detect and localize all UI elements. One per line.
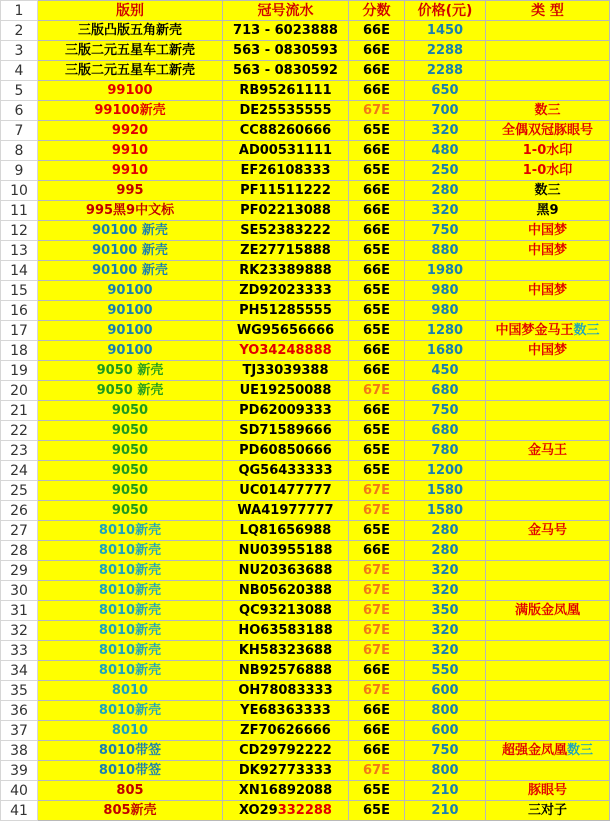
cell-type[interactable] <box>486 461 610 481</box>
cell-price[interactable]: 280 <box>405 181 486 201</box>
cell-serial[interactable]: RB95261111 <box>223 81 349 101</box>
cell-serial[interactable]: XN16892088 <box>223 781 349 801</box>
cell-score[interactable]: 65E <box>349 161 405 181</box>
row-number[interactable]: 16 <box>1 301 38 321</box>
cell-score[interactable]: 66E <box>349 41 405 61</box>
cell-score[interactable]: 65E <box>349 461 405 481</box>
cell-version[interactable]: 8010新壳 <box>38 661 223 681</box>
cell-price[interactable]: 210 <box>405 801 486 821</box>
cell-type[interactable]: 1-0水印 <box>486 161 610 181</box>
cell-serial[interactable]: HO63583188 <box>223 621 349 641</box>
cell-type[interactable] <box>486 661 610 681</box>
cell-price[interactable]: 880 <box>405 241 486 261</box>
table-row <box>1 741 610 761</box>
cell-version[interactable]: 9920 <box>38 121 223 141</box>
cell-score[interactable]: 65E <box>349 281 405 301</box>
cell-score[interactable]: 66E <box>349 181 405 201</box>
cell-type[interactable] <box>486 41 610 61</box>
table-row <box>1 561 610 581</box>
cell-score[interactable]: 66E <box>349 141 405 161</box>
row-number[interactable]: 23 <box>1 441 38 461</box>
row-number[interactable]: 3 <box>1 41 38 61</box>
table-row <box>1 581 610 601</box>
row-number[interactable]: 36 <box>1 701 38 721</box>
cell-version[interactable]: 805 <box>38 781 223 801</box>
cell-score[interactable]: 65E <box>349 521 405 541</box>
cell-price[interactable]: 680 <box>405 421 486 441</box>
cell-price[interactable]: 1450 <box>405 21 486 41</box>
cell-version[interactable]: 90100 新壳 <box>38 261 223 281</box>
cell-type[interactable] <box>486 701 610 721</box>
cell-score[interactable]: 66E <box>349 721 405 741</box>
table-row <box>1 381 610 401</box>
cell-type[interactable] <box>486 81 610 101</box>
cell-price[interactable]: 1280 <box>405 321 486 341</box>
cell-serial[interactable]: OH78083333 <box>223 681 349 701</box>
cell-type[interactable] <box>486 321 610 341</box>
cell-version[interactable]: 8010新壳 <box>38 601 223 621</box>
cell-type[interactable]: 中国梦 <box>486 281 610 301</box>
cell-serial[interactable]: ZE27715888 <box>223 241 349 261</box>
cell-type[interactable]: 中国梦 <box>486 221 610 241</box>
cell-price[interactable]: 980 <box>405 301 486 321</box>
cell-price[interactable]: 280 <box>405 541 486 561</box>
row-number[interactable]: 9 <box>1 161 38 181</box>
cell-version[interactable]: 9050 <box>38 481 223 501</box>
cell-price[interactable]: 2288 <box>405 61 486 81</box>
cell-price[interactable]: 350 <box>405 601 486 621</box>
cell-score[interactable]: 65E <box>349 121 405 141</box>
row-number[interactable]: 22 <box>1 421 38 441</box>
table-row <box>1 221 610 241</box>
table-row <box>1 541 610 561</box>
cell-type[interactable]: 豚眼号 <box>486 781 610 801</box>
cell-type[interactable] <box>486 681 610 701</box>
cell-price[interactable]: 1980 <box>405 261 486 281</box>
cell-score[interactable]: 66E <box>349 541 405 561</box>
cell-type[interactable] <box>486 261 610 281</box>
row-number[interactable]: 32 <box>1 621 38 641</box>
cell-version[interactable]: 90100 新壳 <box>38 221 223 241</box>
cell-score[interactable]: 66E <box>349 221 405 241</box>
table-row <box>1 161 610 181</box>
cell-type[interactable]: 满版金凤凰 <box>486 601 610 621</box>
cell-text-part: 332288 <box>277 802 332 818</box>
cell-score[interactable]: 65E <box>349 301 405 321</box>
cell-type[interactable]: 中国梦 <box>486 341 610 361</box>
table-row <box>1 481 610 501</box>
cell-version[interactable]: 995黑9中文标 <box>38 201 223 221</box>
cell-serial[interactable]: CD29792222 <box>223 741 349 761</box>
cell-score[interactable]: 67E <box>349 381 405 401</box>
table-row <box>1 281 610 301</box>
cell-serial[interactable]: WA41977777 <box>223 501 349 521</box>
cell-type[interactable]: 中国梦 <box>486 241 610 261</box>
cell-score[interactable]: 67E <box>349 641 405 661</box>
cell-score[interactable]: 66E <box>349 401 405 421</box>
cell-type[interactable] <box>486 421 610 441</box>
cell-type[interactable] <box>486 561 610 581</box>
table-row <box>1 181 610 201</box>
cell-version[interactable]: 90100 新壳 <box>38 241 223 261</box>
table-row <box>1 361 610 381</box>
cell-serial[interactable]: QC93213088 <box>223 601 349 621</box>
cell-serial[interactable]: NU03955188 <box>223 541 349 561</box>
row-number[interactable]: 10 <box>1 181 38 201</box>
row-number[interactable]: 34 <box>1 661 38 681</box>
cell-price[interactable]: 250 <box>405 161 486 181</box>
cell-version[interactable]: 90100 <box>38 321 223 341</box>
cell-price[interactable]: 780 <box>405 441 486 461</box>
row-number[interactable]: 20 <box>1 381 38 401</box>
cell-score[interactable]: 65E <box>349 321 405 341</box>
cell-serial[interactable]: KH58323688 <box>223 641 349 661</box>
cell-serial[interactable]: NU20363688 <box>223 561 349 581</box>
row-number[interactable]: 38 <box>1 741 38 761</box>
cell-serial[interactable]: TJ33039388 <box>223 361 349 381</box>
cell-version[interactable]: 8010新壳 <box>38 641 223 661</box>
row-number[interactable]: 31 <box>1 601 38 621</box>
table-row <box>1 101 610 121</box>
cell-score[interactable]: 66E <box>349 61 405 81</box>
cell-serial[interactable] <box>223 801 349 821</box>
row-number[interactable]: 6 <box>1 101 38 121</box>
row-number[interactable]: 39 <box>1 761 38 781</box>
cell-score[interactable]: 66E <box>349 341 405 361</box>
cell-price[interactable]: 320 <box>405 201 486 221</box>
header-cell-price[interactable]: 价格(元) <box>405 1 486 21</box>
header-cell-version[interactable]: 版别 <box>38 1 223 21</box>
row-number[interactable]: 35 <box>1 681 38 701</box>
cell-serial[interactable]: AD00531111 <box>223 141 349 161</box>
row-number[interactable]: 8 <box>1 141 38 161</box>
cell-serial[interactable]: SE52383222 <box>223 221 349 241</box>
cell-score[interactable]: 66E <box>349 261 405 281</box>
cell-serial[interactable]: SD71589666 <box>223 421 349 441</box>
table-row <box>1 321 610 341</box>
row-number[interactable]: 4 <box>1 61 38 81</box>
cell-score[interactable]: 67E <box>349 501 405 521</box>
table-row <box>1 261 610 281</box>
cell-version[interactable]: 8010带签 <box>38 761 223 781</box>
cell-score[interactable]: 67E <box>349 601 405 621</box>
cell-version[interactable]: 99100 <box>38 81 223 101</box>
cell-price[interactable]: 600 <box>405 681 486 701</box>
cell-serial[interactable]: NB05620388 <box>223 581 349 601</box>
table-row <box>1 501 610 521</box>
cell-score[interactable]: 65E <box>349 801 405 821</box>
cell-type[interactable] <box>486 381 610 401</box>
cell-serial[interactable]: ZF70626666 <box>223 721 349 741</box>
cell-version[interactable]: 8010新壳 <box>38 621 223 641</box>
cell-serial[interactable]: ZD92023333 <box>223 281 349 301</box>
cell-version[interactable]: 9050 <box>38 501 223 521</box>
cell-version[interactable]: 8010新壳 <box>38 521 223 541</box>
table-row <box>1 81 610 101</box>
cell-version[interactable]: 8010新壳 <box>38 561 223 581</box>
cell-type[interactable] <box>486 641 610 661</box>
cell-type[interactable] <box>486 621 610 641</box>
cell-serial[interactable]: QG56433333 <box>223 461 349 481</box>
cell-price[interactable]: 320 <box>405 581 486 601</box>
cell-version[interactable]: 8010 <box>38 721 223 741</box>
cell-type[interactable] <box>486 721 610 741</box>
cell-price[interactable]: 1680 <box>405 341 486 361</box>
cell-type[interactable]: 金马王 <box>486 441 610 461</box>
cell-type[interactable]: 数三 <box>486 181 610 201</box>
cell-price[interactable]: 1580 <box>405 501 486 521</box>
cell-text-part: 数三 <box>573 322 600 338</box>
cell-type[interactable] <box>486 301 610 321</box>
cell-score[interactable]: 67E <box>349 681 405 701</box>
row-number[interactable]: 14 <box>1 261 38 281</box>
cell-score[interactable]: 67E <box>349 101 405 121</box>
cell-price[interactable]: 980 <box>405 281 486 301</box>
table-row <box>1 441 610 461</box>
cell-text-part: 超强金凤凰 <box>501 742 567 758</box>
cell-price[interactable]: 750 <box>405 221 486 241</box>
cell-type[interactable] <box>486 21 610 41</box>
cell-score[interactable]: 65E <box>349 241 405 261</box>
cell-type[interactable] <box>486 541 610 561</box>
cell-type[interactable] <box>486 361 610 381</box>
table-row <box>1 801 610 821</box>
table-row <box>1 201 610 221</box>
row-number[interactable]: 24 <box>1 461 38 481</box>
row-number[interactable]: 25 <box>1 481 38 501</box>
row-number[interactable]: 11 <box>1 201 38 221</box>
row-number[interactable]: 2 <box>1 21 38 41</box>
cell-type[interactable]: 三对子 <box>486 801 610 821</box>
cell-version[interactable]: 9050 <box>38 401 223 421</box>
cell-version[interactable]: 9050 <box>38 461 223 481</box>
cell-price[interactable]: 210 <box>405 781 486 801</box>
cell-version[interactable]: 三版二元五星车工新壳 <box>38 41 223 61</box>
cell-score[interactable]: 66E <box>349 81 405 101</box>
table-row <box>1 621 610 641</box>
cell-price[interactable]: 2288 <box>405 41 486 61</box>
cell-price[interactable]: 700 <box>405 101 486 121</box>
row-number[interactable]: 28 <box>1 541 38 561</box>
header-cell-serial[interactable]: 冠号流水 <box>223 1 349 21</box>
cell-score[interactable]: 66E <box>349 741 405 761</box>
row-number[interactable]: 21 <box>1 401 38 421</box>
cell-serial[interactable]: UE19250088 <box>223 381 349 401</box>
cell-version[interactable]: 9050 <box>38 441 223 461</box>
cell-serial[interactable]: UC01477777 <box>223 481 349 501</box>
cell-version[interactable]: 90100 <box>38 341 223 361</box>
row-number[interactable]: 19 <box>1 361 38 381</box>
row-number[interactable]: 15 <box>1 281 38 301</box>
cell-price[interactable]: 320 <box>405 121 486 141</box>
cell-version[interactable]: 8010新壳 <box>38 541 223 561</box>
table-row <box>1 241 610 261</box>
cell-serial[interactable]: PF02213088 <box>223 201 349 221</box>
cell-type[interactable] <box>486 581 610 601</box>
table-row <box>1 721 610 741</box>
cell-serial[interactable]: EF26108333 <box>223 161 349 181</box>
table-row <box>1 641 610 661</box>
table-row <box>1 421 610 441</box>
table-row <box>1 781 610 801</box>
cell-type[interactable]: 1-0水印 <box>486 141 610 161</box>
row-number[interactable]: 18 <box>1 341 38 361</box>
cell-version[interactable]: 805新壳 <box>38 801 223 821</box>
row-number[interactable]: 41 <box>1 801 38 821</box>
table-row <box>1 41 610 61</box>
row-number[interactable]: 30 <box>1 581 38 601</box>
table-row <box>1 661 610 681</box>
table-row <box>1 601 610 621</box>
cell-score[interactable]: 67E <box>349 561 405 581</box>
cell-score[interactable]: 65E <box>349 781 405 801</box>
cell-serial[interactable]: RK23389888 <box>223 261 349 281</box>
cell-price[interactable]: 480 <box>405 141 486 161</box>
cell-price[interactable]: 550 <box>405 661 486 681</box>
cell-text-part: 数三 <box>567 742 594 758</box>
cell-score[interactable]: 67E <box>349 581 405 601</box>
cell-price[interactable]: 750 <box>405 401 486 421</box>
row-number[interactable]: 33 <box>1 641 38 661</box>
cell-serial[interactable]: LQ81656988 <box>223 521 349 541</box>
table-row <box>1 301 610 321</box>
cell-version[interactable]: 99100新壳 <box>38 101 223 121</box>
cell-price[interactable]: 320 <box>405 641 486 661</box>
cell-price[interactable]: 600 <box>405 721 486 741</box>
cell-version[interactable]: 8010带签 <box>38 741 223 761</box>
cell-text-part: 中国梦金马王 <box>495 322 574 338</box>
cell-score[interactable]: 66E <box>349 21 405 41</box>
cell-version[interactable]: 8010新壳 <box>38 701 223 721</box>
cell-serial[interactable]: PF11511222 <box>223 181 349 201</box>
cell-serial[interactable]: YO34248888 <box>223 341 349 361</box>
cell-serial[interactable]: NB92576888 <box>223 661 349 681</box>
cell-type[interactable]: 黑9 <box>486 201 610 221</box>
cell-score[interactable]: 67E <box>349 481 405 501</box>
cell-version[interactable]: 90100 <box>38 281 223 301</box>
cell-price[interactable]: 650 <box>405 81 486 101</box>
cell-price[interactable]: 1200 <box>405 461 486 481</box>
cell-price[interactable]: 800 <box>405 761 486 781</box>
table-row <box>1 401 610 421</box>
cell-version[interactable]: 90100 <box>38 301 223 321</box>
cell-price[interactable]: 800 <box>405 701 486 721</box>
cell-type[interactable] <box>486 481 610 501</box>
cell-type[interactable]: 金马号 <box>486 521 610 541</box>
cell-text-part: XO29 <box>239 802 278 818</box>
table-row <box>1 461 610 481</box>
cell-serial[interactable]: PD62009333 <box>223 401 349 421</box>
cell-serial[interactable]: PH51285555 <box>223 301 349 321</box>
table-row <box>1 521 610 541</box>
row-number[interactable]: 29 <box>1 561 38 581</box>
row-number[interactable]: 26 <box>1 501 38 521</box>
table-row <box>1 121 610 141</box>
cell-type[interactable]: 数三 <box>486 101 610 121</box>
table-body <box>1 1 610 821</box>
cell-serial[interactable]: 563 - 0830592 <box>223 61 349 81</box>
cell-serial[interactable]: CC88260666 <box>223 121 349 141</box>
cell-version[interactable]: 9050 新壳 <box>38 361 223 381</box>
header-row <box>1 1 610 21</box>
cell-serial[interactable]: 563 - 0830593 <box>223 41 349 61</box>
table-row <box>1 61 610 81</box>
table-row <box>1 21 610 41</box>
cell-serial[interactable]: YE68363333 <box>223 701 349 721</box>
cell-version[interactable]: 9050 <box>38 421 223 441</box>
table-row <box>1 701 610 721</box>
cell-score[interactable]: 66E <box>349 201 405 221</box>
cell-serial[interactable]: 713 - 6023888 <box>223 21 349 41</box>
cell-version[interactable]: 995 <box>38 181 223 201</box>
cell-serial[interactable]: PD60850666 <box>223 441 349 461</box>
cell-score[interactable]: 66E <box>349 701 405 721</box>
cell-serial[interactable]: DK92773333 <box>223 761 349 781</box>
row-number[interactable]: 13 <box>1 241 38 261</box>
header-cell-type[interactable]: 类 型 <box>486 1 610 21</box>
cell-version[interactable]: 9910 <box>38 161 223 181</box>
cell-price[interactable]: 320 <box>405 561 486 581</box>
cell-price[interactable]: 280 <box>405 521 486 541</box>
cell-type[interactable]: 全偶双冠豚眼号 <box>486 121 610 141</box>
row-number[interactable]: 27 <box>1 521 38 541</box>
row-number[interactable]: 40 <box>1 781 38 801</box>
cell-price[interactable]: 1580 <box>405 481 486 501</box>
cell-score[interactable]: 67E <box>349 621 405 641</box>
cell-version[interactable]: 9050 新壳 <box>38 381 223 401</box>
row-number[interactable]: 12 <box>1 221 38 241</box>
cell-version[interactable]: 9910 <box>38 141 223 161</box>
cell-serial[interactable]: DE25535555 <box>223 101 349 121</box>
cell-score[interactable]: 67E <box>349 761 405 781</box>
table-row <box>1 341 610 361</box>
cell-serial[interactable]: WG95656666 <box>223 321 349 341</box>
row-number[interactable]: 7 <box>1 121 38 141</box>
table-row <box>1 681 610 701</box>
row-number[interactable]: 17 <box>1 321 38 341</box>
cell-price[interactable]: 450 <box>405 361 486 381</box>
cell-type[interactable] <box>486 501 610 521</box>
cell-version[interactable]: 8010 <box>38 681 223 701</box>
cell-score[interactable]: 65E <box>349 441 405 461</box>
cell-score[interactable]: 66E <box>349 361 405 381</box>
cell-version[interactable]: 三版凸版五角新壳 <box>38 21 223 41</box>
cell-type[interactable] <box>486 761 610 781</box>
cell-version[interactable]: 三版二元五星车工新壳 <box>38 61 223 81</box>
cell-price[interactable]: 320 <box>405 621 486 641</box>
cell-score[interactable]: 66E <box>349 661 405 681</box>
table-row <box>1 761 610 781</box>
cell-price[interactable]: 680 <box>405 381 486 401</box>
cell-type[interactable] <box>486 61 610 81</box>
cell-version[interactable]: 8010新壳 <box>38 581 223 601</box>
cell-type[interactable] <box>486 741 610 761</box>
row-number[interactable]: 37 <box>1 721 38 741</box>
cell-price[interactable]: 750 <box>405 741 486 761</box>
table-row <box>1 141 610 161</box>
cell-score[interactable]: 65E <box>349 421 405 441</box>
row-number-1[interactable]: 1 <box>1 1 38 21</box>
header-cell-score[interactable]: 分数 <box>349 1 405 21</box>
cell-type[interactable] <box>486 401 610 421</box>
row-number[interactable]: 5 <box>1 81 38 101</box>
